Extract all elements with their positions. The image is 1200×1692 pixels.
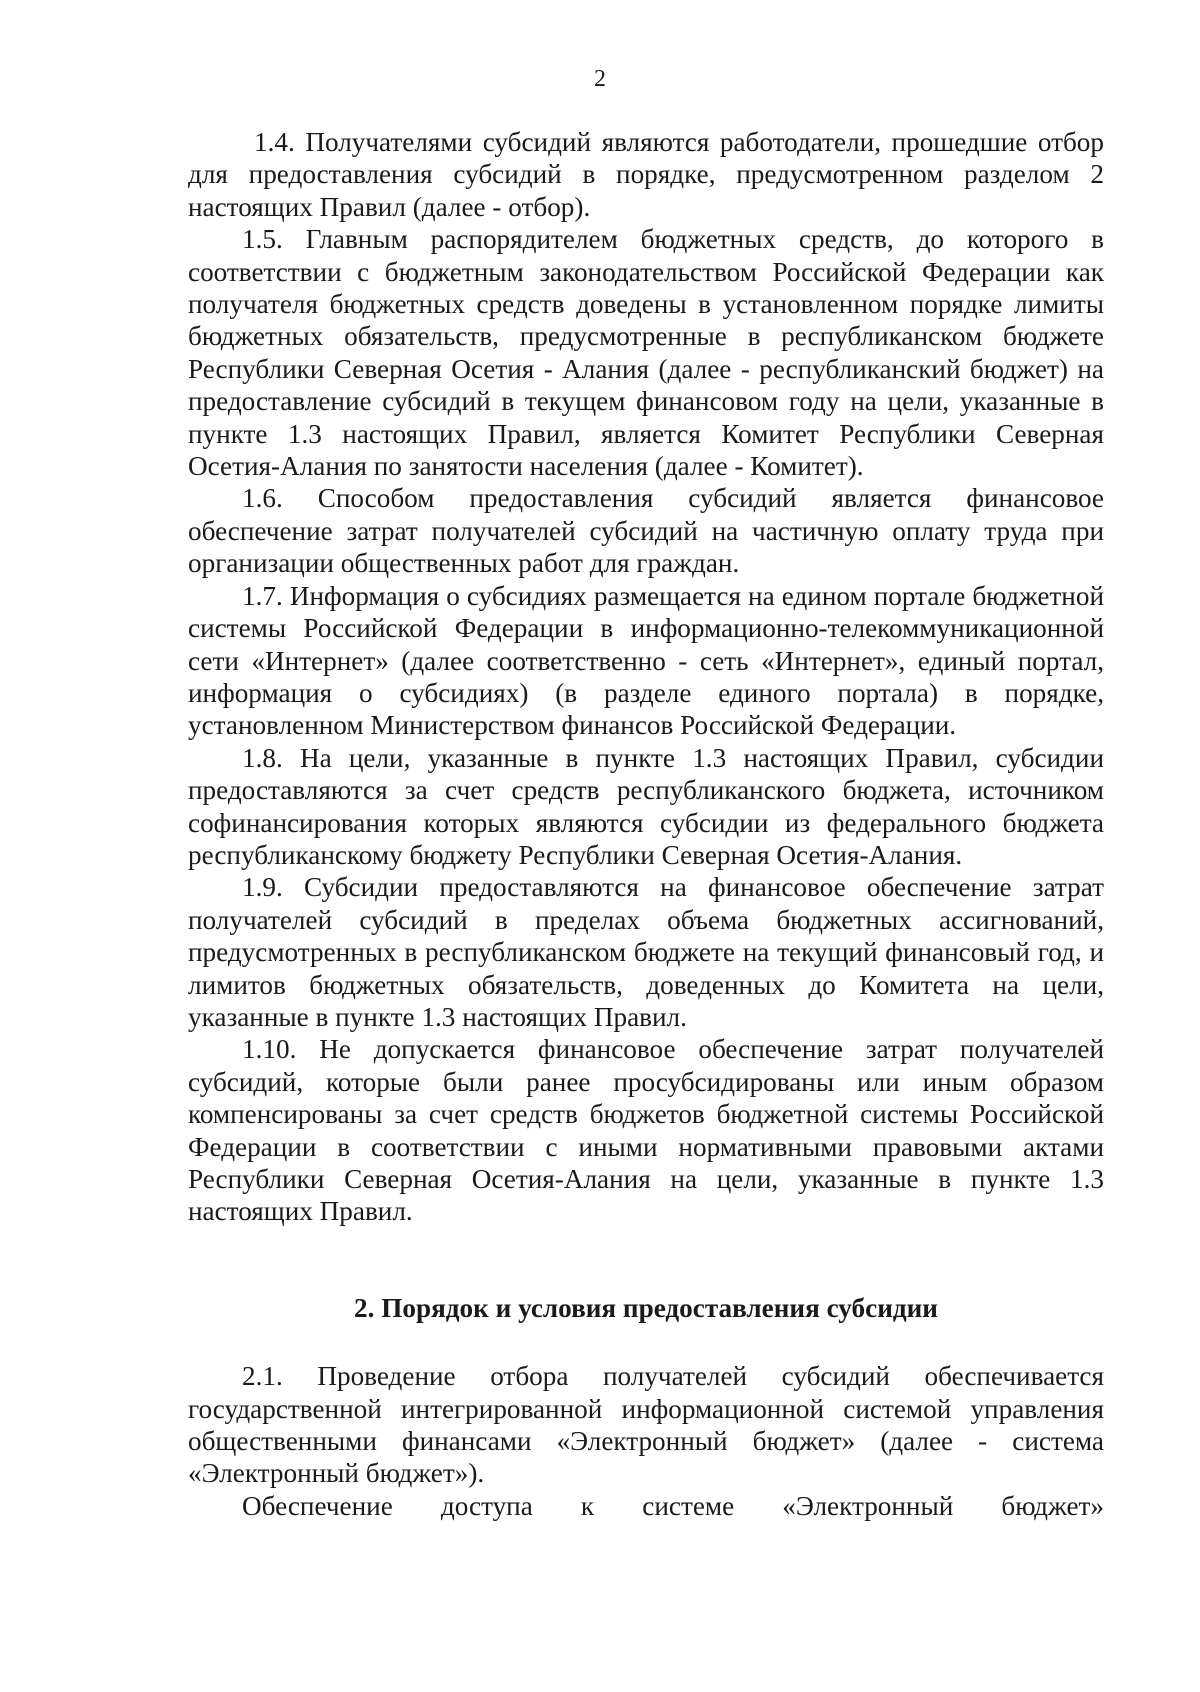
section-2-heading: 2. Порядок и условия предоставления субсидии — [354, 1292, 938, 1323]
paragraph-1-8: 1.8. На цели, указанные в пункте 1.3 настоящих Правил, субсидии предоставляются за счет средств республиканского бюджета, источником софинансирования которых являются субсидии из федерального бюджета республиканскому бюджету Республики Северная Осетия-Алания. — [188, 742, 1104, 870]
paragraph-2-1: 2.1. Проведение отбора получателей субсидий обеспечивается государственной интегрированной информационной системой управления общественными финансами «Электронный бюджет» (далее - система «Электронный бюджет»). — [188, 1361, 1104, 1489]
document-body — [188, 126, 1104, 1522]
page-number: 2 — [594, 66, 606, 92]
paragraph-2-1-continuation: Обеспечение доступа к системе «Электронный бюджет» — [242, 1490, 1104, 1521]
paragraph-1-10: 1.10. Не допускается финансовое обеспечение затрат получателей субсидий, которые были ранее просубсидированы или иным образом компенсированы за счет средств бюджетов бюджетной системы Российской Федерации в соответствии с иными нормативными правовыми актами Республики Северная Осетия-Алания на цели, указанные в пункте 1.3 настоящих Правил. — [188, 1034, 1104, 1227]
paragraph-1-9: 1.9. Субсидии предоставляются на финансовое обеспечение затрат получателей субсидий в пределах объема бюджетных ассигнований, предусмотренных в республиканском бюджете на текущий финансовый год, и лимитов бюджетных обязательств, доведенных до Комитета на цели, указанные в пункте 1.3 настоящих Правил. — [188, 872, 1104, 1032]
paragraph-1-6: 1.6. Способом предоставления субсидий является финансовое обеспечение затрат получателей субсидий на частичную оплату труда при организации общественных работ для граждан. — [188, 483, 1104, 579]
paragraph-1-4: 1.4. Получателями субсидий являются работодатели, прошедшие отбор для предоставления субсидий в порядке, предусмотренном разделом 2 настоящих Правил (далее - отбор). — [188, 127, 1104, 222]
section-spacer — [188, 1228, 1104, 1252]
paragraph-1-5: 1.5. Главным распорядителем бюджетных средств, до которого в соответствии с бюджетным законодательством Российской Федерации как получателя бюджетных средств доведены в установленном порядке лимиты бюджетных обязательств, предусмотренные в республиканском бюджете Республики Северная Осетия - Алания (далее - республиканский бюджет) на предоставление субсидий в текущем финансовом году на цели, указанные в пункте 1.3 настоящих Правил, является Комитет Республики Северная Осетия-Алания по занятости населения (далее - Комитет). — [188, 224, 1104, 482]
paragraph-1-7: 1.7. Информация о субсидиях размещается на едином портале бюджетной системы Российской Федерации в информационно-телекоммуникационной сети «Интернет» (далее соответственно - сеть «Интернет», единый портал, информация о субсидиях) (в разделе единого портала) в порядке, установленном Министерством финансов Российской Федерации. — [188, 580, 1104, 741]
